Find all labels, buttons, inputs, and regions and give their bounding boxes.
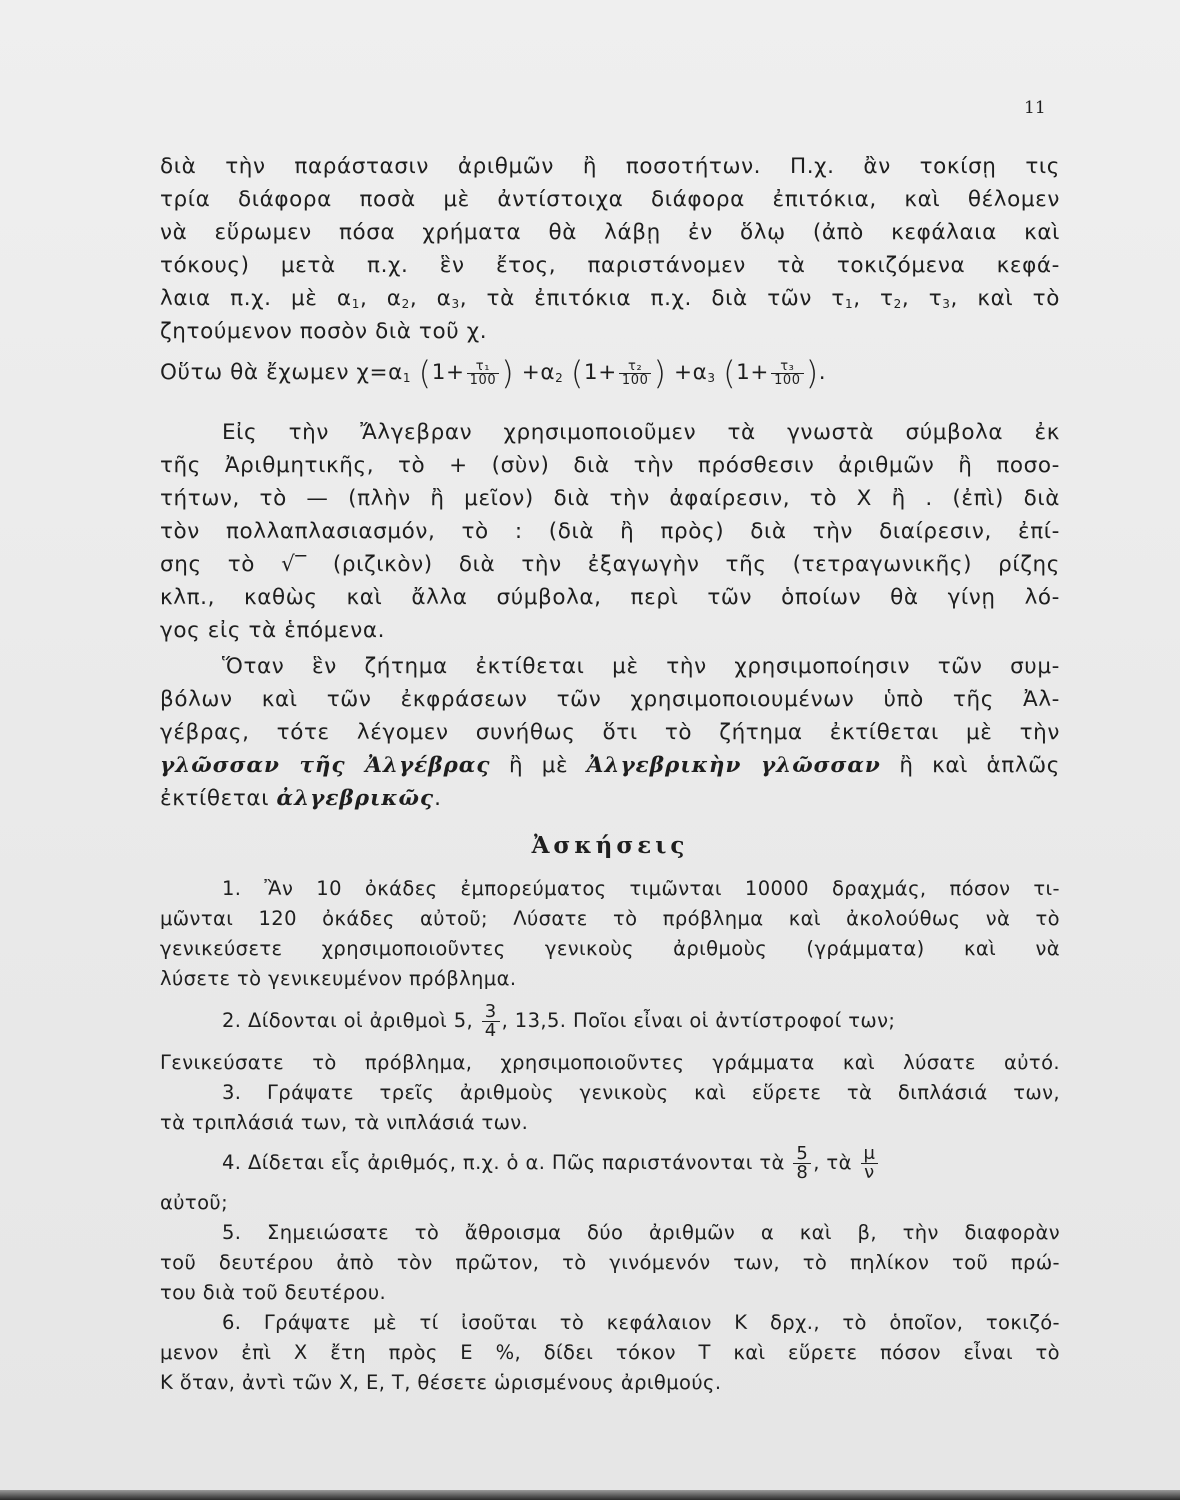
exercise-2-line: 2. Δίδονται οἱ ἀριθμοὶ 5, $\frac{3}{4}$ , 13,5. Ποῖοι εἶναι οἱ ἀντίστροφοί των; [222, 1001, 896, 1041]
exercise-5-line: 5. Σημειώσατε τὸ ἄθροισμα δύο ἀριθμῶν α καὶ β, τὴν διαφορὰν [222, 1221, 1060, 1244]
exercise-4-line: αὐτοῦ; [160, 1191, 229, 1214]
text-line: γέβρας, τότε λέγομεν συνήθως ὅτι τὸ ζήτημα ἐκτίθεται μὲ τὴν [160, 720, 1060, 745]
text-line: τὸν πολλαπλασιασμόν, τὸ : (διὰ ἢ πρὸς) διὰ τὴν διαίρεσιν, ἐπί- [160, 519, 1060, 544]
exercise-5-line: του διὰ τοῦ δευτέρου. [160, 1281, 387, 1304]
text-line-terms: γλῶσσαν τῆς Ἀλγέβρας ἢ μὲ Ἀλγεβρικὴν γλῶσσαν ἢ καὶ ἁπλῶς [160, 753, 1060, 778]
exercise-3-line: τὰ τριπλάσιά των, τὰ νιπλάσιά των. [160, 1111, 529, 1134]
intro-paragraph [160, 150, 1060, 396]
text-line: νὰ εὕρωμεν πόσα χρήματα θὰ λάβῃ ἐν ὅλῳ (ἀπὸ κεφάλαια καὶ [160, 220, 1060, 245]
fraction-3-4: $\frac{3}{4}$ [482, 1003, 500, 1040]
exercise-1-line: λύσετε τὸ γενικευμένον πρόβλημα. [160, 967, 517, 990]
exercise-1-line: γενικεύσετε χρησιμοποιοῦντες γενικοὺς ἀριθμοὺς (γράμματα) καὶ νὰ [160, 937, 1060, 960]
exercises-list [160, 874, 1060, 1398]
exercise-4-line: 4. Δίδεται εἷς ἀριθμός, π.χ. ὁ α. Πῶς παριστάνονται τὰ $\frac{5}{8}$ , τὰ $\frac{\mu}{\nu}$ [160, 1138, 1060, 1188]
text-line: τρία διάφορα ποσὰ μὲ ἀντίστοιχα διάφορα ἐπιτόκια, καὶ θέλομεν [160, 187, 1060, 212]
exercise-1-line: μῶνται 120 ὀκάδες αὐτοῦ; Λύσατε τὸ πρόβλημα καὶ ἀκολούθως νὰ τὸ [160, 907, 1060, 930]
exercise-6-line: Κ ὅταν, ἀντὶ τῶν Χ, Ε, Τ, θέσετε ὡρισμένους ἀριθμούς. [160, 1371, 722, 1394]
text-line: τήτων, τὸ — (πλὴν ἢ μεῖον) διὰ τὴν ἀφαίρεσιν, τὸ X ἢ . (ἐπὶ) διὰ [160, 486, 1060, 511]
term-language-of-algebra: γλῶσσαν τῆς Ἀλγέβρας [160, 753, 491, 778]
text-line: ἐκτίθεται ἀλγεβρικῶς. [160, 786, 442, 811]
fraction-5-8: $\frac{5}{8}$ [793, 1145, 811, 1182]
exercise-6-line: μενον ἐπὶ Χ ἔτη πρὸς Ε %, δίδει τόκον Τ καὶ εὕρετε πόσον εἶναι τὸ [160, 1341, 1060, 1364]
term-algebraically: ἀλγεβρικῶς [276, 786, 435, 811]
term-algebraic-language: Ἀλγεβρικὴν γλῶσσαν [586, 753, 881, 778]
page-bottom-edge [0, 1490, 1180, 1500]
text-line: γος εἰς τὰ ἑπόμενα. [160, 618, 386, 643]
exercise-1-line: 1. Ἂν 10 ὀκάδες ἐμπορεύματος τιμῶνται 10000 δραχμάς, πόσον τι- [222, 877, 1060, 900]
text-line: βόλων καὶ τῶν ἐκφράσεων τῶν χρησιμοποιουμένων ὑπὸ τῆς Ἀλ- [160, 687, 1060, 712]
text-line: τόκους) μετὰ π.χ. ἓν ἔτος, παριστάνομεν τὰ τοκιζόμενα κεφά- [160, 253, 1060, 278]
exercises-section [160, 824, 1060, 868]
fraction-t3-100: $\frac{\text{τ₃}}{100}$ [771, 360, 804, 387]
formula-line: Οὕτω θὰ ἔχωμεν $\chi=\alpha_1$ (1+ $\frac{\text{τ₁}}{100}$ ) $+\alpha_2$ (1+ $\frac{\text{τ₂}}{100}$ ) $+\alpha_3$ (1+ $\frac{\text{τ₃}}{100}$ ). [160, 354, 827, 392]
text-line: Ὅταν ἓν ζήτημα ἐκτίθεται μὲ τὴν χρησιμοποίησιν τῶν συμ- [222, 654, 1060, 679]
text-line: κλπ., καθὼς καὶ ἄλλα σύμβολα, περὶ τῶν ὁποίων θὰ γίνῃ λό- [160, 585, 1060, 610]
text-line: ζητούμενον ποσὸν διὰ τοῦ χ. [160, 319, 488, 344]
text-line: Εἰς τὴν Ἄλγεβραν χρησιμοποιοῦμεν τὰ γνωστὰ σύμβολα ἐκ [222, 420, 1060, 445]
text-line: τῆς Ἀριθμητικῆς, τὸ + (σὺν) διὰ τὴν πρόσθεσιν ἀριθμῶν ἢ ποσο- [160, 453, 1060, 478]
text-line: σης τὸ √‾ (ριζικὸν) διὰ τὴν ἐξαγωγὴν τῆς (τετραγωνικῆς) ρίζης [160, 552, 1060, 577]
text-line-variables: λαια π.χ. μὲ $\alpha_1$, $\alpha_2$, $\alpha_3$, τὰ ἐπιτόκια π.χ. διὰ τῶν $\tau_1$, $\tau_2$, $\tau_3$, καὶ τὸ [160, 286, 1060, 311]
exercise-6-line: 6. Γράψατε μὲ τί ἰσοῦται τὸ κεφάλαιον Κ δρχ., τὸ ὁποῖον, τοκιζό- [222, 1311, 1060, 1334]
page-number: 11 [1024, 98, 1046, 118]
fraction-t1-100: $\frac{\text{τ₁}}{100}$ [467, 360, 500, 387]
text-line: διὰ τὴν παράστασιν ἀριθμῶν ἢ ποσοτήτων. Π.χ. ἂν τοκίσῃ τις [160, 154, 1060, 179]
exercise-5-line: τοῦ δευτέρου ἀπὸ τὸν πρῶτον, τὸ γινόμενόν των, τὸ πηλίκον τοῦ πρώ- [160, 1251, 1060, 1274]
exercises-heading: Ἀσκήσεις [531, 832, 689, 859]
fraction-mu-nu: $\frac{\mu}{\nu}$ [860, 1145, 878, 1182]
symbols-paragraph [160, 416, 1060, 647]
exercise-2-line: Γενικεύσατε τὸ πρόβλημα, χρησιμοποιοῦντες γράμματα καὶ λύσατε αὐτό. [160, 1051, 1060, 1074]
fraction-t2-100: $\frac{\text{τ₂}}{100}$ [619, 360, 652, 387]
algebraic-language-paragraph [160, 650, 1060, 815]
exercise-3-line: 3. Γράψατε τρεῖς ἀριθμοὺς γενικοὺς καὶ εὕρετε τὰ διπλάσιά των, [222, 1081, 1060, 1104]
